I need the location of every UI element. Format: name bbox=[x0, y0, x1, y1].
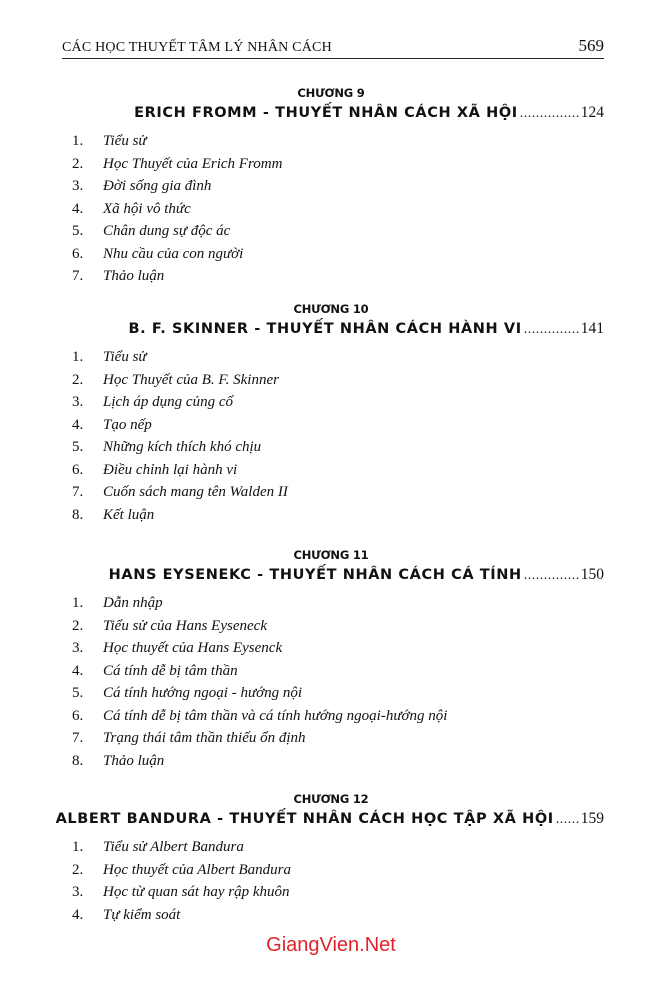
chapter-label: CHƯƠNG 9 bbox=[297, 86, 365, 100]
section-number: 3. bbox=[72, 884, 84, 900]
leader-dots: .............. bbox=[523, 322, 580, 337]
chapter-label: CHƯƠNG 10 bbox=[293, 302, 369, 316]
section-title: Học thuyết của Hans Eysenck bbox=[103, 640, 283, 656]
running-header-title: CÁC HỌC THUYẾT TÂM LÝ NHÂN CÁCH bbox=[62, 40, 332, 55]
section-number: 2. bbox=[72, 617, 84, 634]
watermark-text: GiangVien.Net bbox=[266, 934, 396, 956]
section-title: Học thuyết của Albert Bandura bbox=[103, 861, 292, 878]
section-number: 5. bbox=[72, 223, 84, 239]
section-item bbox=[0, 130, 662, 153]
section-list bbox=[0, 836, 662, 926]
section-number: 3. bbox=[72, 640, 84, 656]
section-item bbox=[0, 682, 662, 705]
chapter-label: CHƯƠNG 11 bbox=[293, 548, 369, 562]
section-title: Thảo luận bbox=[103, 752, 165, 769]
section-title: Cuốn sách mang tên Walden II bbox=[103, 484, 288, 500]
leader-dots: ............... bbox=[519, 106, 580, 121]
section-title: Trạng thái tâm thần thiếu ổn định bbox=[103, 730, 306, 746]
section-title: Cá tính dễ bị tâm thần bbox=[103, 662, 238, 679]
section-item bbox=[0, 904, 662, 927]
section-number: 7. bbox=[72, 268, 84, 284]
chapter-title-line bbox=[56, 810, 604, 834]
section-title: Điều chỉnh lại hành vi bbox=[103, 461, 238, 478]
section-title: Tạo nếp bbox=[103, 416, 152, 433]
section-item bbox=[0, 243, 662, 266]
section-number: 6. bbox=[72, 245, 84, 262]
section-number: 4. bbox=[72, 906, 84, 923]
section-item bbox=[0, 459, 662, 482]
section-number: 4. bbox=[72, 662, 84, 679]
section-title: Thảo luận bbox=[103, 268, 165, 284]
section-number: 8. bbox=[72, 506, 84, 523]
section-number: 4. bbox=[72, 200, 84, 217]
section-item bbox=[0, 660, 662, 683]
section-item bbox=[0, 391, 662, 414]
section-item bbox=[0, 750, 662, 773]
section-title: Tiểu sử của Hans Eyseneck bbox=[103, 617, 267, 634]
chapter-title: B. F. SKINNER - THUYẾT NHÂN CÁCH HÀNH VI bbox=[128, 321, 522, 337]
page-number: 569 bbox=[578, 36, 604, 55]
leader-dots: .............. bbox=[523, 568, 580, 583]
running-header bbox=[62, 34, 604, 59]
section-title: Cá tính hướng ngoại - hướng nội bbox=[103, 685, 303, 701]
section-title: Học Thuyết của Erich Fromm bbox=[103, 155, 283, 172]
chapter-page-number: 159 bbox=[580, 810, 604, 827]
section-item bbox=[0, 727, 662, 750]
chapter-title: ALBERT BANDURA - THUYẾT NHÂN CÁCH HỌC TẬP XÃ HỘI bbox=[55, 811, 554, 827]
section-item bbox=[0, 836, 662, 859]
section-item bbox=[0, 592, 662, 615]
section-item bbox=[0, 220, 662, 243]
section-item bbox=[0, 881, 662, 904]
chapter-page-number: 141 bbox=[580, 320, 604, 337]
section-number: 1. bbox=[72, 595, 84, 611]
section-title: Xã hội vô thức bbox=[103, 200, 191, 217]
section-item bbox=[0, 175, 662, 198]
section-item bbox=[0, 504, 662, 527]
section-item bbox=[0, 198, 662, 221]
chapter-label: CHƯƠNG 12 bbox=[293, 792, 369, 806]
chapter-page-number: 150 bbox=[580, 566, 604, 583]
section-list bbox=[0, 346, 662, 526]
section-item bbox=[0, 615, 662, 638]
section-title: Đời sống gia đình bbox=[103, 178, 212, 194]
chapter-11 bbox=[0, 546, 662, 769]
section-item bbox=[0, 481, 662, 504]
section-number: 2. bbox=[72, 861, 84, 878]
section-item bbox=[0, 369, 662, 392]
section-number: 7. bbox=[72, 730, 84, 746]
chapter-12 bbox=[0, 790, 662, 923]
section-list bbox=[0, 592, 662, 772]
section-number: 2. bbox=[72, 371, 84, 388]
section-title: Kết luận bbox=[103, 506, 155, 523]
section-number: 1. bbox=[72, 839, 84, 855]
section-number: 6. bbox=[72, 707, 84, 724]
section-title: Tiểu sử bbox=[103, 349, 147, 365]
section-title: Chân dung sự độc ác bbox=[103, 223, 231, 239]
section-title: Tiểu sử Albert Bandura bbox=[103, 839, 244, 855]
chapter-title: HANS EYSENEKC - THUYẾT NHÂN CÁCH CÁ TÍNH bbox=[108, 567, 522, 583]
section-title: Dẫn nhập bbox=[103, 595, 163, 611]
section-title: Những kích thích khó chịu bbox=[103, 439, 262, 455]
section-title: Cá tính dễ bị tâm thần và cá tính hướng ngoại-hướng nội bbox=[103, 707, 448, 724]
section-item bbox=[0, 637, 662, 660]
section-list bbox=[0, 130, 662, 288]
section-number: 5. bbox=[72, 439, 84, 455]
section-item bbox=[0, 859, 662, 882]
leader-dots: ...... bbox=[555, 812, 580, 827]
chapter-page-number: 124 bbox=[580, 104, 604, 121]
section-title: Tự kiểm soát bbox=[103, 906, 181, 923]
section-item bbox=[0, 153, 662, 176]
section-title: Tiểu sử bbox=[103, 133, 147, 149]
section-number: 1. bbox=[72, 349, 84, 365]
section-title: Học từ quan sát hay rập khuôn bbox=[103, 884, 290, 900]
chapter-title-line bbox=[109, 566, 604, 590]
section-item bbox=[0, 414, 662, 437]
chapter-9 bbox=[0, 84, 662, 284]
chapter-title-line bbox=[128, 320, 604, 344]
section-item bbox=[0, 705, 662, 728]
chapter-10 bbox=[0, 300, 662, 523]
section-number: 3. bbox=[72, 394, 84, 410]
section-number: 3. bbox=[72, 178, 84, 194]
chapter-title: ERICH FROMM - THUYẾT NHÂN CÁCH XÃ HỘI bbox=[134, 105, 518, 121]
section-number: 5. bbox=[72, 685, 84, 701]
section-item bbox=[0, 436, 662, 459]
section-number: 7. bbox=[72, 484, 84, 500]
section-number: 4. bbox=[72, 416, 84, 433]
chapter-title-line bbox=[134, 104, 604, 128]
section-title: Nhu cầu của con người bbox=[103, 245, 244, 262]
section-title: Lịch áp dụng củng cố bbox=[103, 394, 233, 410]
section-number: 6. bbox=[72, 461, 84, 478]
section-number: 1. bbox=[72, 133, 84, 149]
section-number: 8. bbox=[72, 752, 84, 769]
section-title: Học Thuyết của B. F. Skinner bbox=[103, 371, 279, 388]
section-item bbox=[0, 346, 662, 369]
section-item bbox=[0, 265, 662, 288]
section-number: 2. bbox=[72, 155, 84, 172]
